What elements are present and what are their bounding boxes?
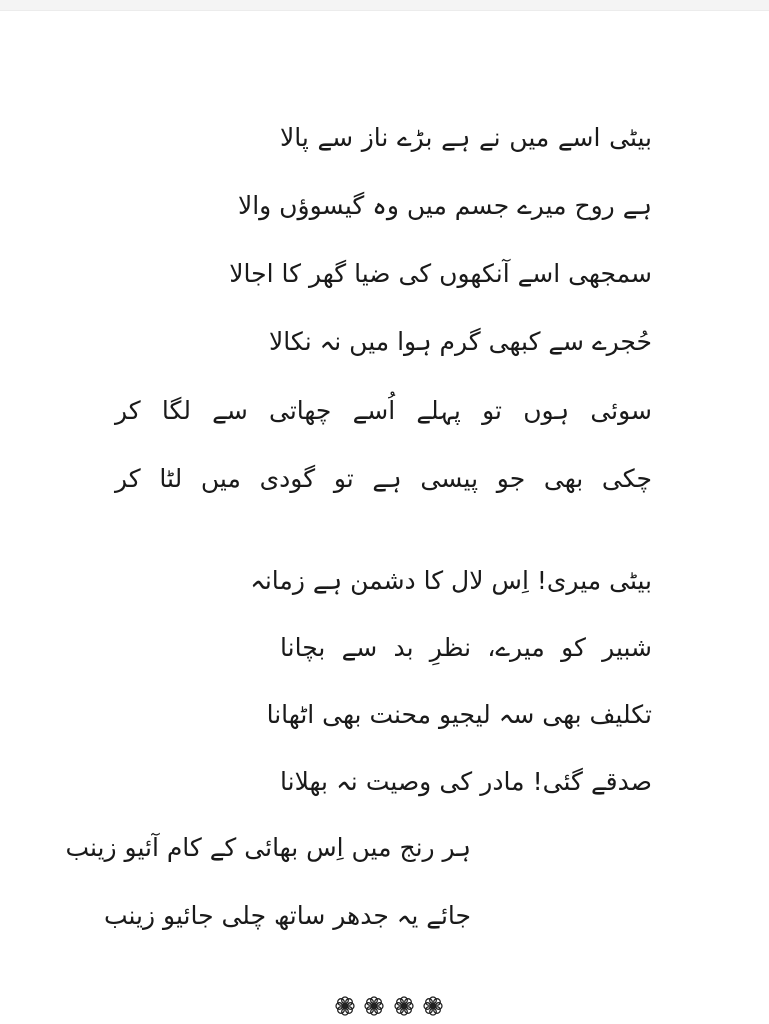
floral-rosette-icon xyxy=(363,995,385,1017)
verse-line: چکی بھی جو پیسی ہے تو گودی میں لٹا کر xyxy=(115,464,652,493)
verse-line: ہے روح میرے جسم میں وہ گیسوؤں والا xyxy=(237,191,652,220)
stanza-2 xyxy=(115,396,652,532)
verse-line: ہر رنج میں اِس بھائی کے کام آئیو زینب xyxy=(65,833,471,862)
top-edge xyxy=(0,0,769,11)
floral-rosette-icon xyxy=(422,995,444,1017)
verse-line: سمجھی اسے آنکھوں کی ضیا گھر کا اجالا xyxy=(229,259,652,288)
ornament-divider xyxy=(334,993,444,1019)
verse-line: بیٹی اسے میں نے ہے بڑے ناز سے پالا xyxy=(280,123,652,152)
stanza-4 xyxy=(65,833,471,969)
verse-line: تکلیف بھی سہ لیجیو محنت بھی اٹھانا xyxy=(266,700,652,729)
verse-line: حُجرے سے کبھی گرم ہوا میں نہ نکالا xyxy=(269,327,652,356)
verse-line: جائے یہ جدھر ساتھ چلی جائیو زینب xyxy=(103,901,471,930)
floral-rosette-icon xyxy=(393,995,415,1017)
stanza-1 xyxy=(229,123,652,395)
floral-rosette-icon xyxy=(334,995,356,1017)
verse-line: سوئی ہوں تو پہلے اُسے چھاتی سے لگا کر xyxy=(115,396,652,425)
verse-line: شبیر کو میرے، نظرِ بد سے بچانا xyxy=(280,633,652,662)
stanza-3 xyxy=(250,566,652,834)
verse-line: صدقے گئی! مادر کی وصیت نہ بھلانا xyxy=(280,767,652,796)
verse-line: بیٹی میری! اِس لال کا دشمن ہے زمانہ xyxy=(250,566,652,595)
